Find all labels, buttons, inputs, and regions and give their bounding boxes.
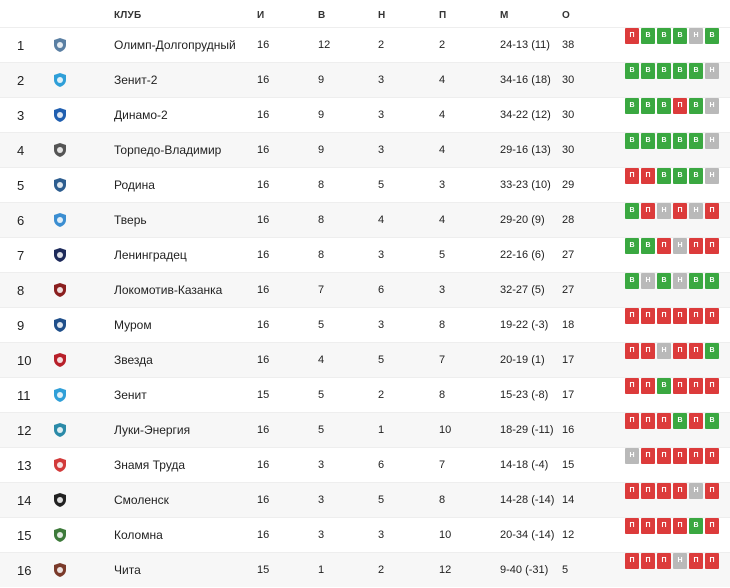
table-row[interactable]	[0, 377, 730, 412]
games-won: 5	[318, 319, 325, 331]
form-guide	[625, 553, 719, 569]
form-loss-badge[interactable]: П	[705, 518, 719, 534]
position: 13	[17, 458, 32, 473]
zvezda-logo-icon[interactable]	[52, 352, 68, 368]
form-loss-badge[interactable]: П	[641, 518, 655, 534]
points: 15	[562, 459, 575, 471]
games-won: 3	[318, 459, 325, 471]
form-win-badge[interactable]: В	[657, 273, 671, 289]
games-drawn: 3	[378, 74, 385, 86]
form-loss-badge[interactable]: П	[625, 518, 639, 534]
form-loss-badge[interactable]: П	[705, 308, 719, 324]
murom-logo-icon[interactable]	[52, 317, 68, 333]
games-lost: 4	[439, 214, 446, 226]
games-won: 5	[318, 389, 325, 401]
form-guide	[625, 518, 719, 534]
form-win-badge[interactable]: В	[625, 238, 639, 254]
goal-difference: 29-20 (9)	[500, 214, 545, 226]
form-draw-badge[interactable]: Н	[657, 203, 671, 219]
table-row[interactable]	[0, 27, 730, 62]
form-loss-badge[interactable]: П	[641, 203, 655, 219]
games-lost: 3	[439, 179, 446, 191]
games-played: 16	[257, 179, 270, 191]
form-guide	[625, 308, 719, 324]
form-win-badge[interactable]: В	[689, 63, 703, 79]
games-won: 9	[318, 109, 325, 121]
games-drawn: 3	[378, 249, 385, 261]
form-loss-badge[interactable]: П	[625, 343, 639, 359]
form-win-badge[interactable]: В	[689, 133, 703, 149]
form-loss-badge[interactable]: П	[625, 308, 639, 324]
form-win-badge[interactable]: В	[657, 28, 671, 44]
form-loss-badge[interactable]: П	[689, 553, 703, 569]
form-draw-badge[interactable]: Н	[673, 553, 687, 569]
position: 8	[17, 283, 25, 298]
zenit2-logo-icon[interactable]	[52, 72, 68, 88]
games-drawn: 6	[378, 284, 385, 296]
form-draw-badge[interactable]: Н	[641, 273, 655, 289]
games-drawn: 3	[378, 109, 385, 121]
form-win-badge[interactable]: В	[657, 168, 671, 184]
header-played[interactable]: И	[257, 10, 265, 21]
points: 29	[562, 179, 575, 191]
games-won: 8	[318, 249, 325, 261]
form-loss-badge[interactable]: П	[657, 448, 671, 464]
points: 28	[562, 214, 575, 226]
form-loss-badge[interactable]: П	[657, 413, 671, 429]
tver-logo-icon[interactable]	[52, 212, 68, 228]
form-guide	[625, 448, 719, 464]
games-played: 16	[257, 144, 270, 156]
club-name[interactable]: Локомотив-Казанка	[114, 283, 223, 297]
club-name[interactable]: Родина	[114, 178, 155, 192]
position: 7	[17, 248, 25, 263]
position: 1	[17, 38, 25, 53]
form-loss-badge[interactable]: П	[673, 378, 687, 394]
chita-logo-icon[interactable]	[52, 562, 68, 578]
games-drawn: 4	[378, 214, 385, 226]
form-loss-badge[interactable]: П	[689, 413, 703, 429]
form-win-badge[interactable]: В	[641, 133, 655, 149]
header-drawn[interactable]: Н	[378, 10, 386, 21]
table-row[interactable]	[0, 272, 730, 307]
form-guide	[625, 378, 719, 394]
games-played: 16	[257, 319, 270, 331]
club-name[interactable]: Торпедо-Владимир	[114, 143, 222, 157]
position: 14	[17, 493, 32, 508]
form-loss-badge[interactable]: П	[657, 483, 671, 499]
position: 11	[17, 388, 31, 403]
club-name[interactable]: Динамо-2	[114, 108, 168, 122]
games-drawn: 3	[378, 144, 385, 156]
club-name[interactable]: Смоленск	[114, 493, 169, 507]
goal-difference: 14-28 (-14)	[500, 494, 555, 506]
rodina-logo-icon[interactable]	[52, 177, 68, 193]
form-guide	[625, 203, 719, 219]
position: 4	[17, 143, 25, 158]
lokomotiv-logo-icon[interactable]	[52, 282, 68, 298]
form-loss-badge[interactable]: П	[641, 448, 655, 464]
games-lost: 4	[439, 144, 446, 156]
games-won: 12	[318, 39, 331, 51]
form-win-badge[interactable]: В	[625, 63, 639, 79]
form-draw-badge[interactable]: Н	[673, 238, 687, 254]
games-played: 16	[257, 249, 270, 261]
form-win-badge[interactable]: В	[641, 238, 655, 254]
games-played: 16	[257, 74, 270, 86]
club-name[interactable]: Звезда	[114, 353, 153, 367]
header-won[interactable]: В	[318, 10, 326, 21]
form-loss-badge[interactable]: П	[705, 378, 719, 394]
form-loss-badge[interactable]: П	[673, 518, 687, 534]
games-lost: 8	[439, 319, 446, 331]
form-draw-badge[interactable]: Н	[625, 448, 639, 464]
form-draw-badge[interactable]: Н	[705, 133, 719, 149]
games-drawn: 5	[378, 494, 385, 506]
header-points[interactable]: О	[562, 10, 570, 21]
points: 27	[562, 284, 575, 296]
games-lost: 8	[439, 389, 446, 401]
goal-difference: 32-27 (5)	[500, 284, 545, 296]
form-win-badge[interactable]: В	[689, 273, 703, 289]
table-row[interactable]	[0, 202, 730, 237]
form-guide	[625, 63, 719, 79]
position: 2	[17, 73, 25, 88]
games-played: 16	[257, 354, 270, 366]
form-guide	[625, 483, 719, 499]
form-loss-badge[interactable]: П	[625, 483, 639, 499]
goal-difference: 34-16 (18)	[500, 74, 551, 86]
form-loss-badge[interactable]: П	[641, 343, 655, 359]
games-lost: 5	[439, 249, 446, 261]
smolensk-logo-icon[interactable]	[52, 492, 68, 508]
dinamo2-logo-icon[interactable]	[52, 107, 68, 123]
club-name[interactable]: Знамя Труда	[114, 458, 186, 472]
form-guide	[625, 413, 719, 429]
form-loss-badge[interactable]: П	[673, 343, 687, 359]
form-win-badge[interactable]: В	[657, 133, 671, 149]
form-loss-badge[interactable]: П	[705, 203, 719, 219]
games-lost: 8	[439, 494, 446, 506]
form-loss-badge[interactable]: П	[657, 308, 671, 324]
games-won: 8	[318, 214, 325, 226]
table-header	[0, 0, 730, 27]
games-played: 16	[257, 284, 270, 296]
form-loss-badge[interactable]: П	[641, 378, 655, 394]
goal-difference: 34-22 (12)	[500, 109, 551, 121]
points: 30	[562, 109, 575, 121]
games-played: 16	[257, 494, 270, 506]
form-loss-badge[interactable]: П	[625, 413, 639, 429]
form-loss-badge[interactable]: П	[689, 343, 703, 359]
form-loss-badge[interactable]: П	[625, 378, 639, 394]
form-loss-badge[interactable]: П	[657, 518, 671, 534]
form-draw-badge[interactable]: Н	[705, 63, 719, 79]
torpedo-logo-icon[interactable]	[52, 142, 68, 158]
form-win-badge[interactable]: В	[657, 98, 671, 114]
form-loss-badge[interactable]: П	[641, 553, 655, 569]
position: 12	[17, 423, 32, 438]
games-drawn: 3	[378, 319, 385, 331]
goal-difference: 29-16 (13)	[500, 144, 551, 156]
form-draw-badge[interactable]: Н	[705, 98, 719, 114]
club-name[interactable]: Тверь	[114, 213, 147, 227]
form-win-badge[interactable]: В	[705, 28, 719, 44]
games-played: 16	[257, 424, 270, 436]
position: 9	[17, 318, 25, 333]
form-draw-badge[interactable]: Н	[657, 343, 671, 359]
games-played: 16	[257, 39, 270, 51]
form-win-badge[interactable]: В	[673, 413, 687, 429]
games-lost: 12	[439, 564, 452, 576]
luki-logo-icon[interactable]	[52, 422, 68, 438]
position: 5	[17, 178, 25, 193]
form-loss-badge[interactable]: П	[657, 238, 671, 254]
points: 5	[562, 564, 569, 576]
form-loss-badge[interactable]: П	[641, 308, 655, 324]
header-club[interactable]: КЛУБ	[114, 10, 142, 21]
form-loss-badge[interactable]: П	[625, 28, 639, 44]
form-guide	[625, 273, 719, 289]
form-win-badge[interactable]: В	[689, 518, 703, 534]
table-row[interactable]	[0, 342, 730, 377]
form-win-badge[interactable]: В	[625, 98, 639, 114]
form-win-badge[interactable]: В	[673, 63, 687, 79]
form-loss-badge[interactable]: П	[673, 98, 687, 114]
form-loss-badge[interactable]: П	[641, 168, 655, 184]
games-lost: 10	[439, 529, 452, 541]
games-drawn: 3	[378, 529, 385, 541]
games-won: 5	[318, 424, 325, 436]
points: 12	[562, 529, 575, 541]
form-loss-badge[interactable]: П	[689, 308, 703, 324]
games-drawn: 2	[378, 389, 385, 401]
games-won: 3	[318, 494, 325, 506]
points: 14	[562, 494, 575, 506]
games-lost: 10	[439, 424, 452, 436]
goal-difference: 18-29 (-11)	[500, 424, 554, 436]
leningradets-logo-icon[interactable]	[52, 247, 68, 263]
table-row[interactable]	[0, 482, 730, 517]
position: 10	[17, 353, 32, 368]
table-row[interactable]	[0, 62, 730, 97]
points: 27	[562, 249, 575, 261]
form-win-badge[interactable]: В	[641, 98, 655, 114]
form-guide	[625, 343, 719, 359]
games-played: 16	[257, 459, 270, 471]
club-name[interactable]: Муром	[114, 318, 152, 332]
games-lost: 3	[439, 284, 446, 296]
games-drawn: 6	[378, 459, 385, 471]
club-name[interactable]: Коломна	[114, 528, 163, 542]
club-name[interactable]: Чита	[114, 563, 141, 577]
table-row[interactable]	[0, 307, 730, 342]
form-guide	[625, 28, 719, 44]
form-loss-badge[interactable]: П	[673, 483, 687, 499]
goal-difference: 33-23 (10)	[500, 179, 551, 191]
form-draw-badge[interactable]: Н	[689, 203, 703, 219]
form-guide	[625, 168, 719, 184]
games-won: 4	[318, 354, 325, 366]
position: 3	[17, 108, 25, 123]
form-win-badge[interactable]: В	[705, 273, 719, 289]
games-lost: 2	[439, 39, 446, 51]
form-loss-badge[interactable]: П	[705, 483, 719, 499]
form-loss-badge[interactable]: П	[673, 448, 687, 464]
club-name[interactable]: Зенит	[114, 388, 147, 402]
points: 16	[562, 424, 575, 436]
form-win-badge[interactable]: В	[657, 378, 671, 394]
games-won: 3	[318, 529, 325, 541]
points: 18	[562, 319, 575, 331]
goal-difference: 19-22 (-3)	[500, 319, 549, 331]
games-won: 1	[318, 564, 325, 576]
olimp-logo-icon[interactable]	[52, 37, 68, 53]
table-row[interactable]	[0, 132, 730, 167]
form-loss-badge[interactable]: П	[673, 203, 687, 219]
goal-difference: 22-16 (6)	[500, 249, 545, 261]
games-drawn: 2	[378, 39, 385, 51]
games-drawn: 5	[378, 179, 385, 191]
points: 17	[562, 354, 575, 366]
form-loss-badge[interactable]: П	[641, 483, 655, 499]
games-played: 16	[257, 529, 270, 541]
form-win-badge[interactable]: В	[689, 98, 703, 114]
form-win-badge[interactable]: В	[625, 133, 639, 149]
form-loss-badge[interactable]: П	[705, 238, 719, 254]
form-loss-badge[interactable]: П	[689, 238, 703, 254]
club-name[interactable]: Ленинградец	[114, 248, 187, 262]
form-loss-badge[interactable]: П	[625, 168, 639, 184]
form-draw-badge[interactable]: Н	[705, 168, 719, 184]
games-lost: 4	[439, 109, 446, 121]
games-won: 7	[318, 284, 325, 296]
games-drawn: 2	[378, 564, 385, 576]
form-win-badge[interactable]: В	[641, 28, 655, 44]
form-draw-badge[interactable]: Н	[689, 28, 703, 44]
form-win-badge[interactable]: В	[673, 28, 687, 44]
games-lost: 7	[439, 459, 446, 471]
header-lost[interactable]: П	[439, 10, 447, 21]
form-loss-badge[interactable]: П	[673, 308, 687, 324]
goal-difference: 15-23 (-8)	[500, 389, 549, 401]
games-drawn: 1	[378, 424, 385, 436]
form-win-badge[interactable]: В	[641, 63, 655, 79]
form-loss-badge[interactable]: П	[641, 413, 655, 429]
goal-difference: 9-40 (-31)	[500, 564, 549, 576]
club-name[interactable]: Олимп-Долгопрудный	[114, 38, 236, 52]
form-win-badge[interactable]: В	[625, 203, 639, 219]
form-win-badge[interactable]: В	[705, 413, 719, 429]
goal-difference: 20-34 (-14)	[500, 529, 555, 541]
club-name[interactable]: Луки-Энергия	[114, 423, 191, 437]
position: 16	[17, 563, 32, 578]
points: 17	[562, 389, 575, 401]
games-played: 16	[257, 109, 270, 121]
form-loss-badge[interactable]: П	[705, 553, 719, 569]
points: 30	[562, 144, 575, 156]
table-row[interactable]	[0, 97, 730, 132]
goal-difference: 20-19 (1)	[500, 354, 545, 366]
form-loss-badge[interactable]: П	[657, 553, 671, 569]
form-win-badge[interactable]: В	[673, 168, 687, 184]
form-win-badge[interactable]: В	[673, 133, 687, 149]
goal-difference: 14-18 (-4)	[500, 459, 549, 471]
games-lost: 7	[439, 354, 446, 366]
games-played: 16	[257, 214, 270, 226]
form-draw-badge[interactable]: Н	[673, 273, 687, 289]
table-row[interactable]	[0, 412, 730, 447]
club-name[interactable]: Зенит-2	[114, 73, 158, 87]
form-win-badge[interactable]: В	[625, 273, 639, 289]
form-win-badge[interactable]: В	[657, 63, 671, 79]
form-guide	[625, 238, 719, 254]
games-played: 15	[257, 564, 270, 576]
znamya-logo-icon[interactable]	[52, 457, 68, 473]
form-guide	[625, 133, 719, 149]
table-row[interactable]	[0, 552, 730, 587]
games-won: 8	[318, 179, 325, 191]
position: 15	[17, 528, 32, 543]
goal-difference: 24-13 (11)	[500, 39, 550, 51]
games-won: 9	[318, 144, 325, 156]
kolomna-logo-icon[interactable]	[52, 527, 68, 543]
form-loss-badge[interactable]: П	[705, 448, 719, 464]
table-row[interactable]	[0, 517, 730, 552]
form-loss-badge[interactable]: П	[689, 378, 703, 394]
table-row[interactable]	[0, 447, 730, 482]
table-row[interactable]	[0, 167, 730, 202]
zenit-logo-icon[interactable]	[52, 387, 68, 403]
games-drawn: 5	[378, 354, 385, 366]
table-row[interactable]	[0, 237, 730, 272]
games-lost: 4	[439, 74, 446, 86]
form-win-badge[interactable]: В	[705, 343, 719, 359]
games-played: 15	[257, 389, 270, 401]
form-win-badge[interactable]: В	[689, 168, 703, 184]
points: 30	[562, 74, 575, 86]
form-loss-badge[interactable]: П	[625, 553, 639, 569]
table-body	[0, 27, 730, 587]
games-won: 9	[318, 74, 325, 86]
form-guide	[625, 98, 719, 114]
form-draw-badge[interactable]: Н	[689, 483, 703, 499]
position: 6	[17, 213, 25, 228]
form-loss-badge[interactable]: П	[689, 448, 703, 464]
points: 38	[562, 39, 575, 51]
header-goals[interactable]: М	[500, 10, 509, 21]
